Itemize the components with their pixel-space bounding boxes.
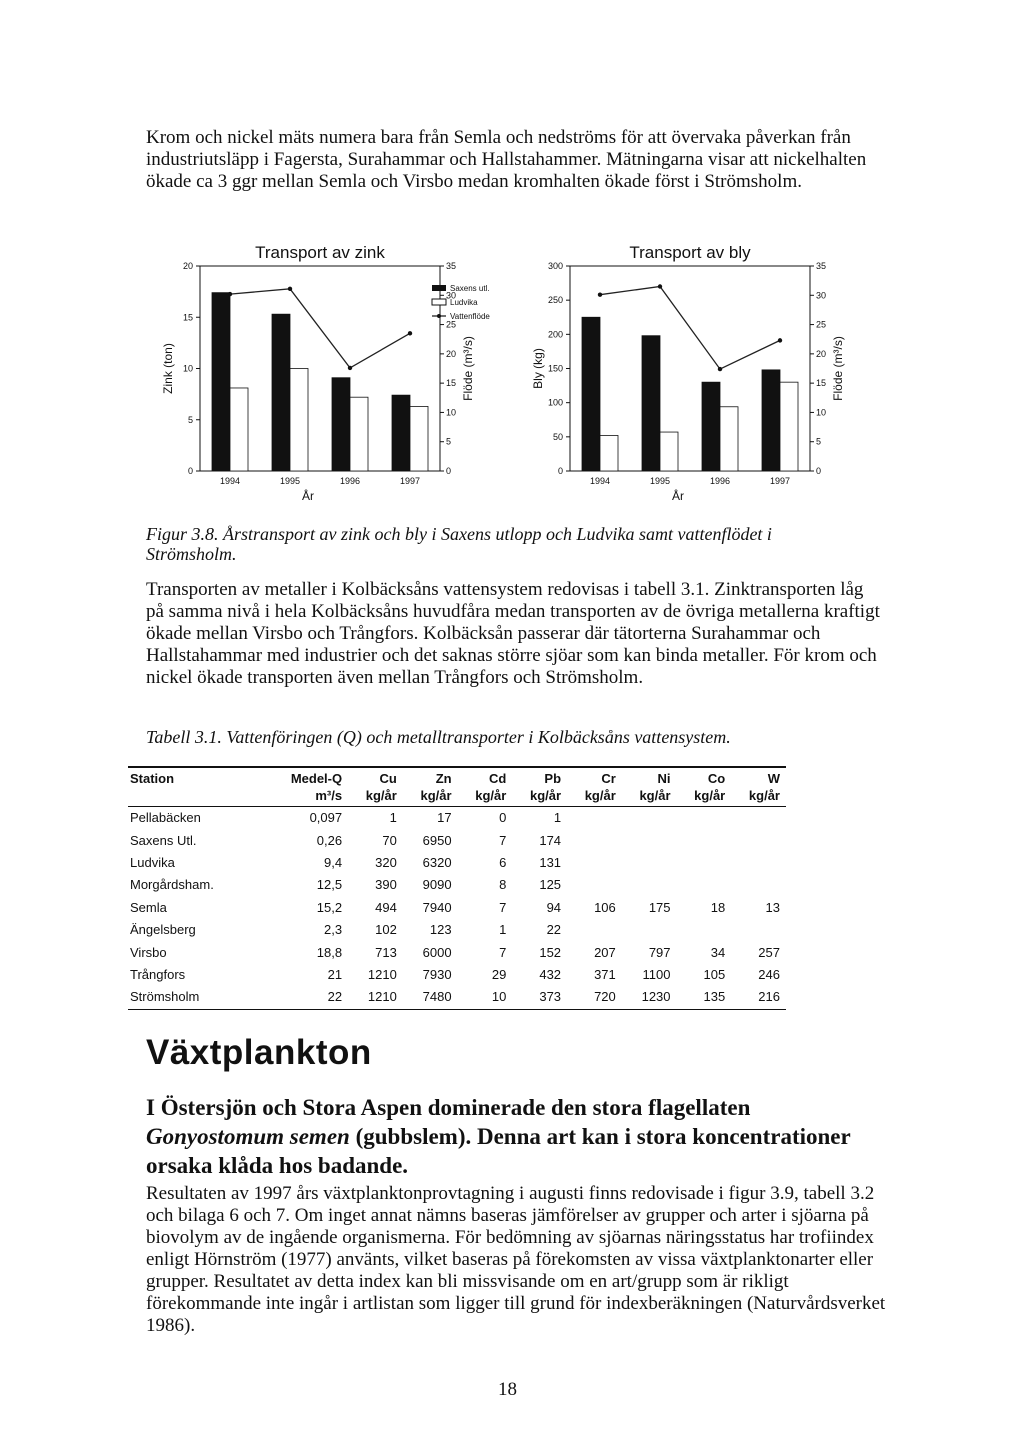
table-cell: 10 <box>458 986 513 1009</box>
table-unit-cell: kg/år <box>622 787 677 807</box>
bar-saxens <box>642 336 660 471</box>
table-cell: 106 <box>594 899 616 915</box>
table-cell: 7 <box>499 899 507 915</box>
table-cell: 6000 <box>422 944 452 960</box>
table-station-cell: Morgårdsham. <box>130 877 214 893</box>
figure-caption: Figur 3.8. Årstransport av zink och bly i Saxens utlopp och Ludvika samt vattenflödet i Strömsholm. <box>146 524 772 564</box>
table-row <box>128 986 786 1009</box>
x-axis-label: År <box>302 489 314 503</box>
table-header-cell: Zn <box>403 767 458 787</box>
flow-point <box>778 338 782 342</box>
table-unit-cell: m³/s <box>264 787 349 807</box>
table-cell <box>677 807 732 830</box>
y2-tick-label: 10 <box>446 407 457 418</box>
table-cell: 6950 <box>422 832 452 848</box>
table-cell: 6320 <box>422 854 452 870</box>
y-tick-label: 250 <box>547 295 563 306</box>
y2-tick-label: 30 <box>816 290 827 301</box>
table-row <box>128 941 786 963</box>
table-cell: 1230 <box>622 986 677 1009</box>
x-tick-label: 1996 <box>709 476 731 486</box>
y2-tick-label: 5 <box>446 436 452 447</box>
table-cell <box>622 874 677 896</box>
table-cell: 123 <box>429 922 452 938</box>
table-cell <box>731 807 786 830</box>
table-cell: 0 <box>499 810 507 826</box>
table-unit-cell: kg/år <box>677 787 732 807</box>
table-cell <box>622 852 677 874</box>
x-tick-label: 1994 <box>589 476 611 486</box>
table-cell: 12,5 <box>316 877 343 893</box>
table-row <box>128 897 786 919</box>
y2-tick-label: 20 <box>816 348 827 359</box>
y-tick-label: 0 <box>187 466 193 476</box>
table-unit-cell: kg/år <box>567 787 622 807</box>
table-cell: 18 <box>710 899 726 915</box>
flow-line <box>600 287 780 370</box>
table-header-cell: Pb <box>512 767 567 787</box>
table-unit-cell: kg/år <box>731 787 786 807</box>
table-cell: 34 <box>710 944 726 960</box>
table-header-cell: W <box>731 767 786 787</box>
table-cell: 135 <box>677 986 732 1009</box>
table-unit-cell <box>128 787 264 807</box>
flow-point <box>288 287 292 291</box>
flow-point <box>348 366 352 370</box>
table-row <box>128 807 786 830</box>
table-station-cell: Trångfors <box>130 966 186 982</box>
bar-ludvika <box>720 407 738 471</box>
y2-tick-label: 15 <box>446 378 457 389</box>
table-cell: 9090 <box>422 877 452 893</box>
table-cell <box>731 852 786 874</box>
y-tick-label: 50 <box>552 431 563 442</box>
bar-saxens <box>702 382 720 471</box>
y-tick-label: 200 <box>547 329 563 340</box>
lead-species: Gonyostomum semen <box>146 1124 350 1149</box>
y-axis-label: Bly (kg) <box>531 348 545 389</box>
y2-tick-label: 20 <box>446 348 457 359</box>
y2-tick-label: 5 <box>816 436 822 447</box>
y2-tick-label: 25 <box>816 319 827 330</box>
y2-tick-label: 0 <box>816 466 822 476</box>
table-header-row <box>128 767 786 787</box>
table-cell: 175 <box>648 899 671 915</box>
x-tick-label: 1995 <box>649 476 671 486</box>
table-caption-text: Vattenföringen (Q) och metalltransporter i Kolbäcksåns vattensystem. <box>226 727 731 747</box>
table-cell <box>731 919 786 941</box>
table-station-cell: Virsbo <box>130 944 167 960</box>
table-caption-label: Tabell 3.1. <box>146 727 222 747</box>
table-cell <box>677 852 732 874</box>
y2-tick-label: 35 <box>446 261 457 271</box>
x-axis-label: År <box>672 489 684 503</box>
bar-ludvika <box>350 397 368 471</box>
table-cell: 720 <box>567 986 622 1009</box>
legend-ludvika-label: Ludvika <box>450 298 478 307</box>
table-header-cell: Cu <box>348 767 403 787</box>
table-cell: 94 <box>546 899 562 915</box>
y-tick-label: 0 <box>557 466 563 476</box>
y-tick-label: 5 <box>187 414 193 425</box>
metal-transport-table <box>128 766 786 1010</box>
y-tick-label: 15 <box>182 312 193 323</box>
section-heading: Växtplankton <box>146 1033 372 1072</box>
table-header-cell: Cd <box>458 767 513 787</box>
table-cell: 131 <box>539 854 562 870</box>
table-header-cell: Medel-Q <box>264 767 349 787</box>
table-cell: 1210 <box>367 966 397 982</box>
table-header-cell: Cr <box>567 767 622 787</box>
table-cell: 207 <box>594 944 616 960</box>
table-cell: 1100 <box>642 966 671 982</box>
table-row <box>128 829 786 851</box>
table-cell <box>677 874 732 896</box>
table-cell <box>567 807 622 830</box>
table-cell: 21 <box>327 966 343 982</box>
table-cell: 70 <box>382 832 397 848</box>
bar-saxens <box>272 314 290 471</box>
table-unit-row <box>128 787 786 807</box>
table-cell <box>731 874 786 896</box>
bar-saxens <box>762 370 780 471</box>
table-cell: 9,4 <box>324 854 343 870</box>
chart-title: Transport av bly <box>629 243 751 262</box>
table-cell <box>567 829 622 851</box>
table-cell: 152 <box>539 944 562 960</box>
table-cell: 7 <box>499 832 507 848</box>
table-cell: 1210 <box>348 986 403 1009</box>
table-cell: 7940 <box>422 899 452 915</box>
bar-ludvika <box>290 369 308 472</box>
flow-point <box>408 331 412 335</box>
table-cell: 105 <box>703 966 726 982</box>
table-cell: 371 <box>594 966 616 982</box>
table-cell: 22 <box>546 922 562 938</box>
table-station-cell: Ludvika <box>130 854 175 870</box>
bar-ludvika <box>780 382 798 471</box>
table-cell <box>567 874 622 896</box>
table-unit-cell: kg/år <box>458 787 513 807</box>
table-cell <box>677 919 732 941</box>
table-cell: 17 <box>437 810 452 826</box>
table-station-cell: Ängelsberg <box>130 922 196 938</box>
chart-title: Transport av zink <box>255 243 385 262</box>
table-station-cell: Saxens Utl. <box>130 832 197 848</box>
table-cell: 246 <box>758 966 780 982</box>
bar-ludvika <box>230 388 248 471</box>
table-cell: 174 <box>539 832 562 848</box>
legend-ludvika-swatch <box>432 299 446 305</box>
bar-saxens <box>332 378 350 471</box>
legend-flow-label: Vattenflöde <box>450 312 490 321</box>
table-cell: 15,2 <box>316 899 343 915</box>
x-tick-label: 1997 <box>399 476 421 486</box>
table-row <box>128 874 786 896</box>
table-cell: 0,26 <box>316 832 343 848</box>
transport-paragraph: Transporten av metaller i Kolbäcksåns vattensystem redovisas i tabell 3.1. Zinktransporten låg på samma nivå i hela Kolbäcksåns huvudfåra medan transporten av de övriga metallerna kraftigt ökade mellan Virsbo och Trångfors. Kolbäcksån passerar där tätorterna Surahammar och Hallstahammar med industrier och det saknas större sjöar som kan binda metaller. För krom och nickel ökade transporten även mellan Trångfors och Strömsholm. <box>146 579 880 688</box>
table-cell: 432 <box>539 966 562 982</box>
y-tick-label: 100 <box>547 397 563 408</box>
table-cell: 8 <box>499 877 507 893</box>
table-cell: 22 <box>264 986 349 1009</box>
table-cell: 7930 <box>422 966 452 982</box>
lead-part1: I Östersjön och Stora Aspen dominerade den stora flagellaten <box>146 1095 751 1120</box>
table-cell: 713 <box>375 944 397 960</box>
table-cell: 7 <box>499 944 507 960</box>
table-cell <box>677 829 732 851</box>
table-cell: 7480 <box>403 986 458 1009</box>
y-tick-label: 150 <box>547 363 563 374</box>
bar-ludvika <box>600 435 618 471</box>
legend-saxens-swatch <box>432 285 446 291</box>
table-cell: 494 <box>375 899 397 915</box>
flow-point <box>228 292 232 296</box>
y2-tick-label: 15 <box>816 378 827 389</box>
table-header-cell: Ni <box>622 767 677 787</box>
table-cell: 390 <box>375 877 397 893</box>
table-station-cell: Pellabäcken <box>130 810 201 826</box>
table-unit-cell: kg/år <box>348 787 403 807</box>
y-axis-label: Zink (ton) <box>161 343 175 394</box>
flow-point <box>658 284 662 288</box>
chart-legend <box>432 282 532 332</box>
table-cell: 320 <box>375 854 397 870</box>
intro-paragraph: Krom och nickel mäts numera bara från Semla och nedströms för att övervaka påverkan från industriutsläpp i Fagersta, Surahammar och Hallstahammer. Mätningarna visar att nickelhalten ökade ca 3 ggr mellan Semla och Virsbo medan kromhalten ökade först i Strömsholm. <box>146 127 867 192</box>
bar-saxens <box>582 317 600 471</box>
y2-tick-label: 10 <box>816 407 827 418</box>
table-cell: 1 <box>553 810 562 826</box>
table-row <box>128 919 786 941</box>
y-tick-label: 20 <box>182 261 193 271</box>
table-cell <box>567 919 622 941</box>
y2-axis-label: Flöde (m³/s) <box>461 336 475 401</box>
table-cell: 0,097 <box>309 810 343 826</box>
table-unit-cell: kg/år <box>512 787 567 807</box>
table-caption <box>146 727 866 748</box>
legend-saxens-label: Saxens utl. <box>450 284 490 293</box>
table-cell: 29 <box>491 966 507 982</box>
bar-saxens <box>392 395 410 471</box>
table-header-cell: Station <box>128 767 264 787</box>
table-cell <box>622 807 677 830</box>
table-cell: 13 <box>765 899 780 915</box>
table-cell: 102 <box>375 922 397 938</box>
bar-ludvika <box>410 406 428 471</box>
table-station-cell: Semla <box>130 899 167 915</box>
y-tick-label: 300 <box>547 261 563 271</box>
x-tick-label: 1996 <box>339 476 361 486</box>
table-header-cell: Co <box>677 767 732 787</box>
table-cell: 18,8 <box>316 944 343 960</box>
table-cell: 1 <box>499 922 507 938</box>
table-cell: 1 <box>389 810 397 826</box>
y2-axis-label: Flöde (m³/s) <box>831 336 845 401</box>
bar-saxens <box>212 293 230 471</box>
flow-point <box>718 367 722 371</box>
table-cell: 216 <box>731 986 786 1009</box>
table-unit-cell: kg/år <box>403 787 458 807</box>
bar-ludvika <box>660 432 678 471</box>
table-cell <box>731 829 786 851</box>
chart-lead-transport <box>528 240 845 515</box>
flow-point <box>598 293 602 297</box>
lead-paragraph <box>146 1093 866 1180</box>
page-number: 18 <box>498 1379 517 1400</box>
table-row <box>128 964 786 986</box>
x-tick-label: 1994 <box>219 476 241 486</box>
table-cell: 257 <box>758 944 780 960</box>
table-cell <box>622 829 677 851</box>
results-paragraph: Resultaten av 1997 års växtplanktonprovtagning i augusti finns redovisade i figur 3.9, tabell 3.2 och bilaga 6 och 7. Om inget annat nämns baseras jämförelser av grupper och arter i sjöarna på biovolym av de ingående organismerna. För bedömning av sjöarnas näringsstatus har trofiindex enligt Hörnström (1977) använts, vilket baseras på förekomsten av vissa växtplanktonarter eller grupper. Resultatet av detta index kan bli missvisande om en art/grupp som är rikligt förekommande inte ingår i artlistan som ligger till grund för indexberäkningen (Naturvårdsverket 1986). <box>146 1183 886 1336</box>
y-tick-label: 10 <box>182 363 193 374</box>
table-cell: 373 <box>512 986 567 1009</box>
y2-tick-label: 0 <box>446 466 452 476</box>
table-station-cell: Strömsholm <box>128 986 264 1009</box>
y2-tick-label: 30 <box>446 290 457 301</box>
table-cell: 2,3 <box>324 922 343 938</box>
table-cell <box>622 919 677 941</box>
flow-line <box>230 289 410 368</box>
table-cell: 6 <box>499 854 507 870</box>
x-tick-label: 1997 <box>769 476 791 486</box>
legend-flow-marker <box>437 314 441 318</box>
table-cell <box>567 852 622 874</box>
table-cell: 125 <box>539 877 562 893</box>
table-cell: 797 <box>648 944 671 960</box>
y2-tick-label: 25 <box>446 319 457 330</box>
lead-part2: (gubbslem). Denna art kan i stora koncentrationer orsaka klåda hos badande. <box>146 1124 851 1178</box>
table-row <box>128 852 786 874</box>
y2-tick-label: 35 <box>816 261 827 271</box>
x-tick-label: 1995 <box>279 476 301 486</box>
